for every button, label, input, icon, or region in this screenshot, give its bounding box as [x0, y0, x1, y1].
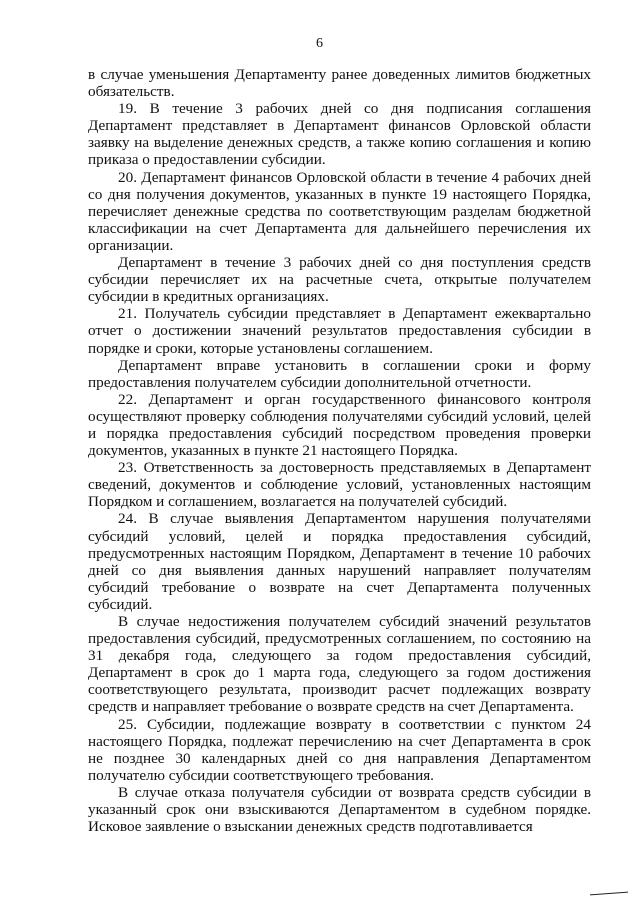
page-number: 6	[316, 36, 323, 51]
paragraph-item-20: 20. Департамент финансов Орловской области в течение 4 рабочих дней со дня получения документов, указанных в пункте 19 настоящего Порядка, перечисляет денежные средства по соответствующим разделам бюджетной классификации на счет Департамента для дальнейшего перечисления их организации.	[88, 168, 591, 254]
paragraph-item-20-transfer: Департамент в течение 3 рабочих дней со дня поступления средств субсидии перечисляет их на расчетные счета, открытые получателем субсидии в кредитных организациях.	[88, 254, 591, 306]
paragraph-item-25: 25. Субсидии, подлежащие возврату в соответствии с пунктом 24 настоящего Порядка, подлежат перечислению на счет Департамента в срок не позднее 30 календарных дней со дня направления Департаментом получателю субсидии соответствующего требования.	[88, 715, 591, 784]
document-body	[88, 66, 591, 835]
paragraph-item-23: 23. Ответственность за достоверность представляемых в Департамент сведений, документов и соблюдение условий, установленных настоящим Порядком и соглашением, возлагается на получателей субсидий.	[88, 459, 591, 511]
scan-corner-mark	[590, 892, 628, 896]
paragraph-continuation: в случае уменьшения Департаменту ранее доведенных лимитов бюджетных обязательств.	[88, 66, 591, 101]
paragraph-item-19: 19. В течение 3 рабочих дней со дня подписания соглашения Департамент представляет в Департамент финансов Орловской области заявку на выделение денежных средств, а также копию соглашения и копию приказа о предоставлении субсидии.	[88, 100, 591, 169]
paragraph-item-24-results: В случае недостижения получателем субсидий значений результатов предоставления субсидий, предусмотренных соглашением, по состоянию на 31 декабря года, следующего за годом предоставления субсидий, Департамент в срок до 1 марта года, следующего за годом достижения соответствующего результата, производит расчет подлежащих возврату средств и направляет требование о возврате средств на счет Департамента.	[88, 613, 591, 716]
paragraph-item-24: 24. В случае выявления Департаментом нарушения получателями субсидий условий, целей и порядка предоставления субсидий, предусмотренных настоящим Порядком, Департамент в течение 10 рабочих дней со дня выявления данных нарушений направляет получателям субсидий требование о возврате на счет Департамента полученных субсидий.	[88, 510, 591, 613]
paragraph-item-21: 21. Получатель субсидии представляет в Департамент ежеквартально отчет о достижении значений результатов предоставления субсидии в порядке и сроки, которые установлены соглашением.	[88, 305, 591, 357]
paragraph-item-21-reporting: Департамент вправе установить в соглашении сроки и форму предоставления получателем субсидии дополнительной отчетности.	[88, 356, 591, 391]
paragraph-item-22: 22. Департамент и орган государственного финансового контроля осуществляют проверку соблюдения получателями субсидий условий, целей и порядка предоставления субсидий посредством проведения проверки документов, указанных в пункте 21 настоящего Порядка.	[88, 390, 591, 460]
paragraph-item-25-refusal: В случае отказа получателя субсидии от возврата средств субсидии в указанный срок они взыскиваются Департаментом в судебном порядке. Исковое заявление о взыскании денежных средств подготавливается	[88, 783, 591, 836]
